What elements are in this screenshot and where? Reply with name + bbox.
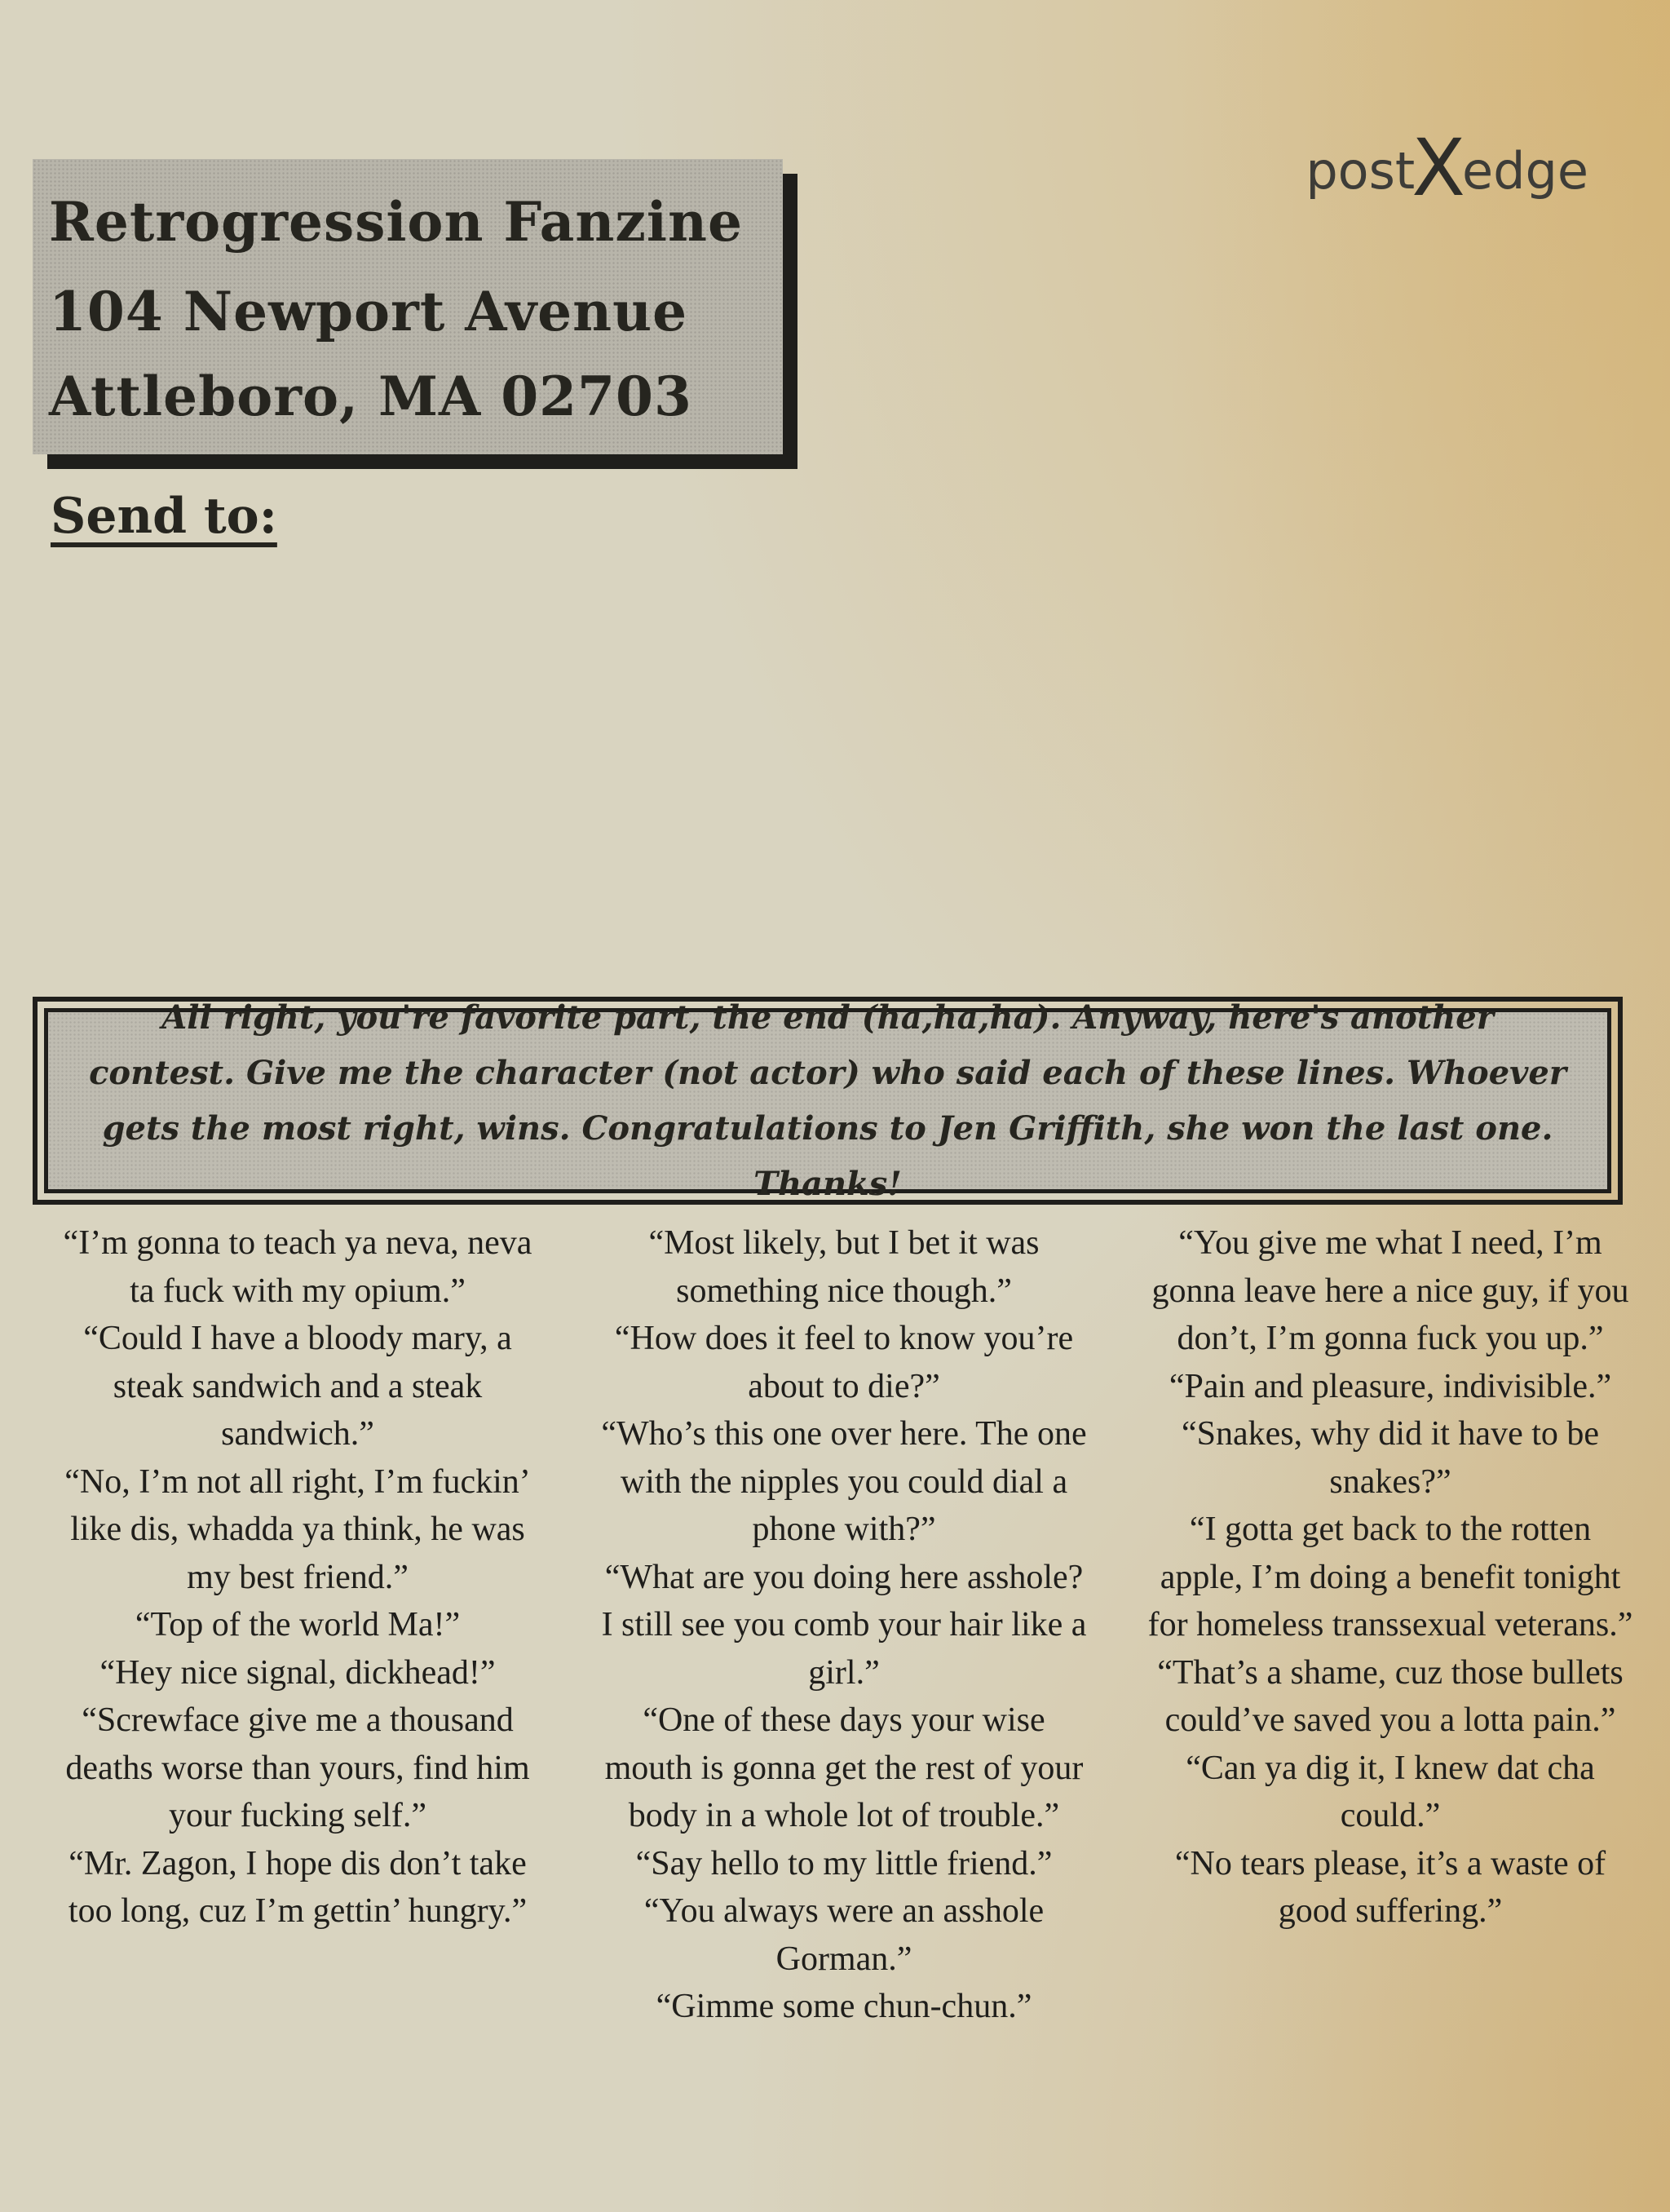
quote: “Gimme some chun-chun.” <box>656 1988 1032 2025</box>
send-to-label: Send to: <box>51 488 277 545</box>
quote: “No tears please, it’s a waste of good suffering.” <box>1174 1844 1606 1930</box>
quote: “Who’s this one over here. The one with the nipples you could dial a phone with?” <box>601 1415 1087 1548</box>
quote-column-1 <box>53 1219 542 1936</box>
quote: “Mr. Zagon, I hope dis don’t take too long, cuz I’m gettin’ hungry.” <box>68 1844 528 1930</box>
quote: “That’s a shame, cuz those bullets could’ve saved you a lotta pain.” <box>1157 1653 1624 1739</box>
return-address-box <box>33 159 783 454</box>
quote: “I gotta get back to the rotten apple, I’m doing a benefit tonight for homeless transsexual veterans.” <box>1147 1511 1633 1644</box>
quote: “Top of the world Ma!” <box>135 1606 461 1644</box>
quote: “Screwface give me a thousand deaths worse than yours, find him your fucking self.” <box>65 1701 530 1834</box>
contest-intro-text: All right, you're favorite part, the end (ha,ha,ha). Anyway, here's another contest. Give me the character (not actor) who said each of these lines. Whoever gets the most right, wins. Congratulations to Jen Griffith, she won the last one. Thanks! <box>89 998 1566 1203</box>
quote: “Hey nice signal, dickhead!” <box>99 1653 496 1692</box>
quote-column-2 <box>599 1219 1089 2031</box>
quote: “Pain and pleasure, indivisible.” <box>1169 1367 1612 1405</box>
return-address-street: 104 Newport Avenue <box>49 280 688 343</box>
quote: “Could I have a bloody mary, a steak sandwich and a steak sandwich.” <box>83 1320 512 1453</box>
quote: “What are you doing here asshole? I still see you comb your hair like a girl.” <box>601 1558 1087 1692</box>
return-address-city: Attleboro, MA 02703 <box>49 365 692 428</box>
quote: “Snakes, why did it have to be snakes?” <box>1181 1415 1600 1501</box>
quote: “Say hello to my little friend.” <box>635 1844 1053 1882</box>
contest-intro-inner <box>44 998 1611 1203</box>
return-address-name: Retrogression Fanzine <box>49 190 743 254</box>
post-x-edge-logo <box>1306 122 1588 214</box>
logo-left-text: post <box>1306 141 1416 201</box>
quote: “How does it feel to know you’re about to die?” <box>614 1320 1074 1405</box>
quote: “No, I’m not all right, I’m fuckin’ like dis, whadda ya think, he was my best friend.” <box>64 1462 531 1596</box>
logo-x-mark: X <box>1412 122 1465 214</box>
contest-intro-box <box>33 997 1623 1205</box>
quote: “One of these days your wise mouth is gonna get the rest of your body in a whole lot of trouble.” <box>604 1701 1084 1834</box>
quote: “You give me what I need, I’m gonna leave here a nice guy, if you don’t, I’m gonna fuck you up.” <box>1151 1224 1629 1357</box>
logo-right-text: edge <box>1462 141 1588 201</box>
quote-column-3 <box>1146 1219 1635 1936</box>
quote: “Can ya dig it, I knew dat cha could.” <box>1186 1749 1595 1834</box>
quote: “I’m gonna to teach ya neva, neva ta fuck with my opium.” <box>63 1224 532 1310</box>
quote: “Most likely, but I bet it was something nice though.” <box>648 1224 1040 1310</box>
quote: “You always were an asshole Gorman.” <box>643 1892 1045 1978</box>
